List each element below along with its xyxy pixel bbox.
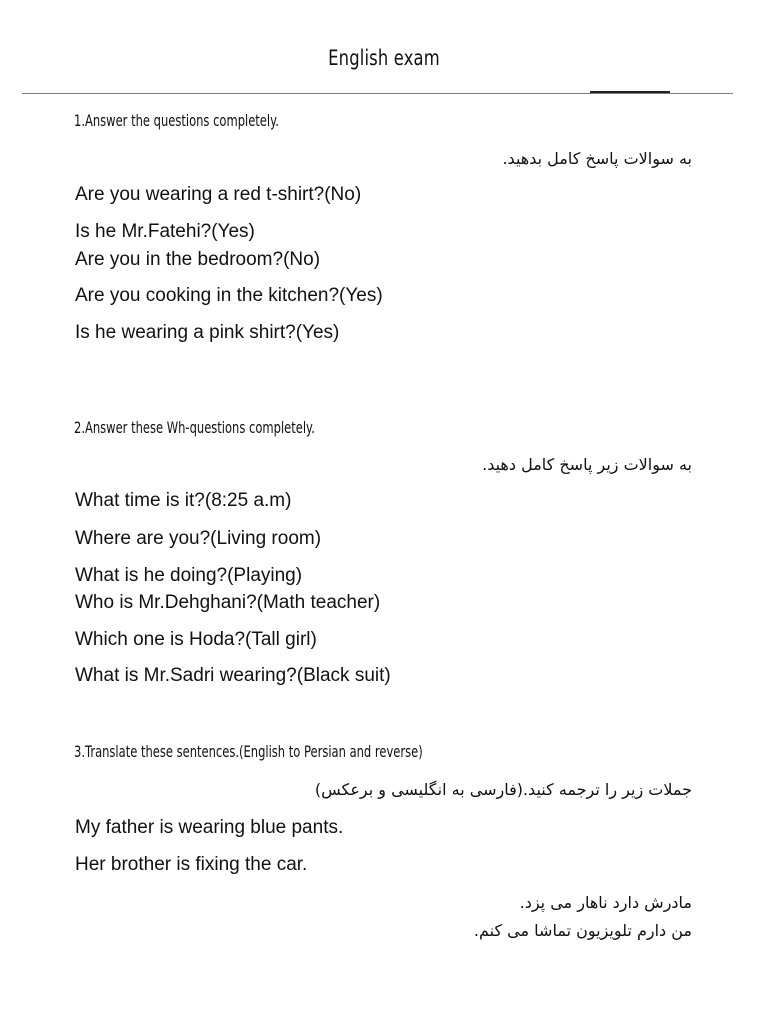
section2-instruction: 2.Answer these Wh-questions completely. bbox=[74, 418, 315, 437]
section2-question-6: What is Mr.Sadri wearing?(Black suit) bbox=[75, 665, 391, 686]
title-divider-accent bbox=[590, 91, 670, 93]
section2-persian-instruction: به سوالات زیر پاسخ کامل دهید. bbox=[482, 455, 692, 474]
section1-question-3: Are you in the bedroom?(No) bbox=[75, 249, 321, 270]
section1-question-5: Is he wearing a pink shirt?(Yes) bbox=[75, 322, 340, 343]
section2-question-1: What time is it?(8:25 a.m) bbox=[75, 490, 292, 511]
section2-question-2: Where are you?(Living room) bbox=[75, 528, 322, 549]
section2-question-3: What is he doing?(Playing) bbox=[75, 565, 303, 586]
section1-instruction: 1.Answer the questions completely. bbox=[74, 111, 279, 130]
section1-question-4: Are you cooking in the kitchen?(Yes) bbox=[75, 285, 383, 306]
section1-persian-instruction: به سوالات پاسخ کامل بدهید. bbox=[502, 149, 692, 168]
section3-persian-sentence-2: من دارم تلویزیون تماشا می کنم. bbox=[473, 921, 692, 940]
section1-question-2: Is he Mr.Fatehi?(Yes) bbox=[75, 221, 255, 242]
section1-question-1: Are you wearing a red t-shirt?(No) bbox=[75, 184, 362, 205]
page-title: English exam bbox=[328, 46, 440, 70]
section3-instruction: 3.Translate these sentences.(English to Persian and reverse) bbox=[74, 742, 423, 761]
section2-question-4: Who is Mr.Dehghani?(Math teacher) bbox=[75, 592, 381, 613]
section3-persian-sentence-1: مادرش دارد ناهار می پزد. bbox=[519, 893, 692, 912]
section2-question-5: Which one is Hoda?(Tall girl) bbox=[75, 629, 317, 650]
title-divider bbox=[22, 93, 733, 94]
section3-persian-instruction: جملات زیر را ترجمه کنید.(فارسی به انگلیسی و برعکس) bbox=[314, 780, 692, 799]
section3-sentence-1: My father is wearing blue pants. bbox=[75, 817, 344, 838]
section3-sentence-2: Her brother is fixing the car. bbox=[75, 854, 308, 875]
